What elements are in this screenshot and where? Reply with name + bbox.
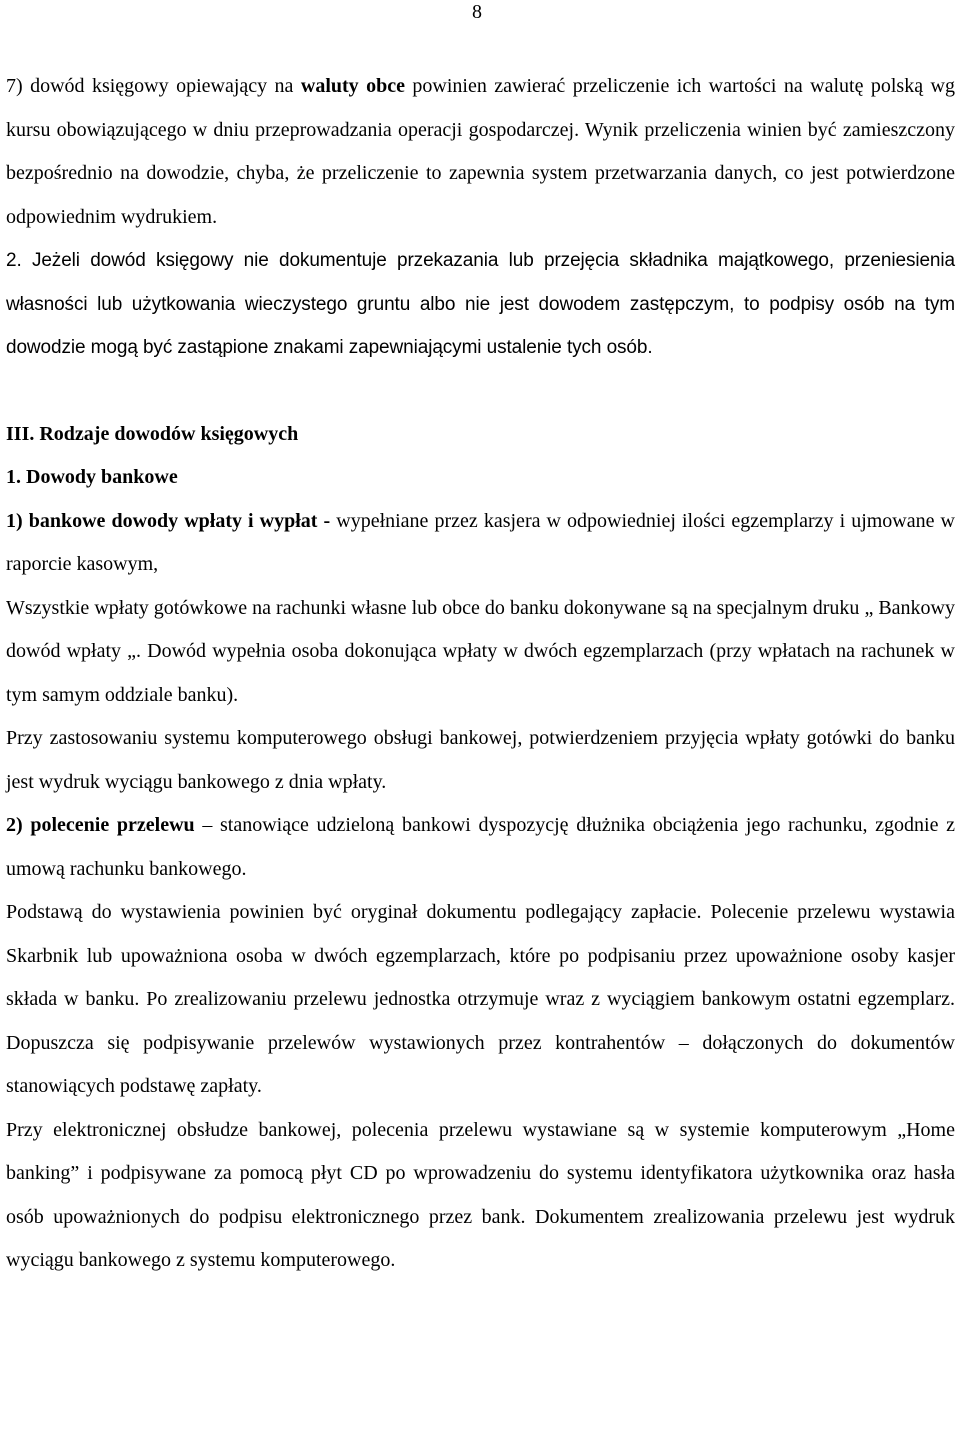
paragraph-signatures: 2. Jeżeli dowód księgowy nie dokumentuje przekazania lub przejęcia składnika majątkowego, przeniesienia własności lub użytkowania wieczystego gruntu albo nie jest dowodem zastępczym, to podpisy osób na tym dowodzie mogą być zastąpione znakami zapewniającymi ustalenie tych osób. <box>6 250 955 358</box>
section-heading: III. Rodzaje dowodów księgowych <box>6 422 299 445</box>
paragraph-text: wypełniane przez kasjera w odpowiedniej ilości egzemplarzy i ujmowane w raporcie kasowym, <box>6 509 956 575</box>
document-body <box>6 65 955 1283</box>
paragraph-text: – stanowiące udzieloną bankowi dyspozycję dłużnika obciążenia jego rachunku, zgodnie z umową rachunku bankowego. <box>6 814 956 880</box>
bold-term: waluty obce <box>300 75 405 97</box>
bold-term: 2) polecenie przelewu <box>6 814 195 836</box>
list-item-deposit-slips <box>6 500 955 587</box>
list-item-transfer-order <box>6 804 955 891</box>
spacer <box>6 370 955 413</box>
paragraph-text: 7) dowód księgowy opiewający na <box>6 75 301 97</box>
bold-term: 1) bankowe dowody wpłaty i wypłat - <box>6 509 331 532</box>
paragraph-transfer-basis: Podstawą do wystawienia powinien być oryginał dokumentu podlegający zapłacie. Polecenie przelewu wystawia Skarbnik lub upoważniona osoba w dwóch egzemplarzach, które po podpisaniu przez upoważnione osoby kasjer składa w banku. Po zrealizowaniu przelewu jednostka otrzymuje wraz z wyciągiem bankowym ostatni egzemplarz. Dopuszcza się podpisywanie przelewów wystawionych przez kontrahentów – dołączonych do dokumentów stanowiących podstawę zapłaty. <box>6 901 955 1097</box>
paragraph-computer-system: Przy zastosowaniu systemu komputerowego obsługi bankowej, potwierdzeniem przyjęcia wpłaty gotówki do banku jest wydruk wyciągu bankowego z dnia wpłaty. <box>6 727 955 793</box>
paragraph-cash-deposits: Wszystkie wpłaty gotówkowe na rachunki własne lub obce do banku dokonywane są na specjalnym druku „ Bankowy dowód wpłaty „. Dowód wypełnia osoba dokonująca wpłaty w dwóch egzemplarzach (przy wpłatach na rachunek w tym samym oddziale banku). <box>6 596 955 706</box>
sub-heading: 1. Dowody bankowe <box>6 466 178 488</box>
paragraph-electronic-banking: Przy elektronicznej obsłudze bankowej, polecenia przelewu wystawiane są w systemie komputerowym „Home banking” i podpisywane za pomocą płyt CD po wprowadzeniu do systemu identyfikatora użytkownika oraz hasła osób upoważnionych do podpisu elektronicznego przez bank. Dokumentem zrealizowania przelewu jest wydruk wyciągu bankowego z systemu komputerowego. <box>6 1118 955 1271</box>
paragraph-foreign-currency <box>6 65 955 239</box>
paragraph-text: powinien zawierać przeliczenie ich wartości na walutę polską wg kursu obowiązującego w dniu przeprowadzania operacji gospodarczej. Wynik przeliczenia winien być zamieszczony bezpośrednio na dowodzie, chyba, że przeliczenie to zapewnia system przetwarzania danych, co jest potwierdzone odpowiednim wydrukiem. <box>6 75 955 228</box>
page-number: 8 <box>472 1 482 23</box>
